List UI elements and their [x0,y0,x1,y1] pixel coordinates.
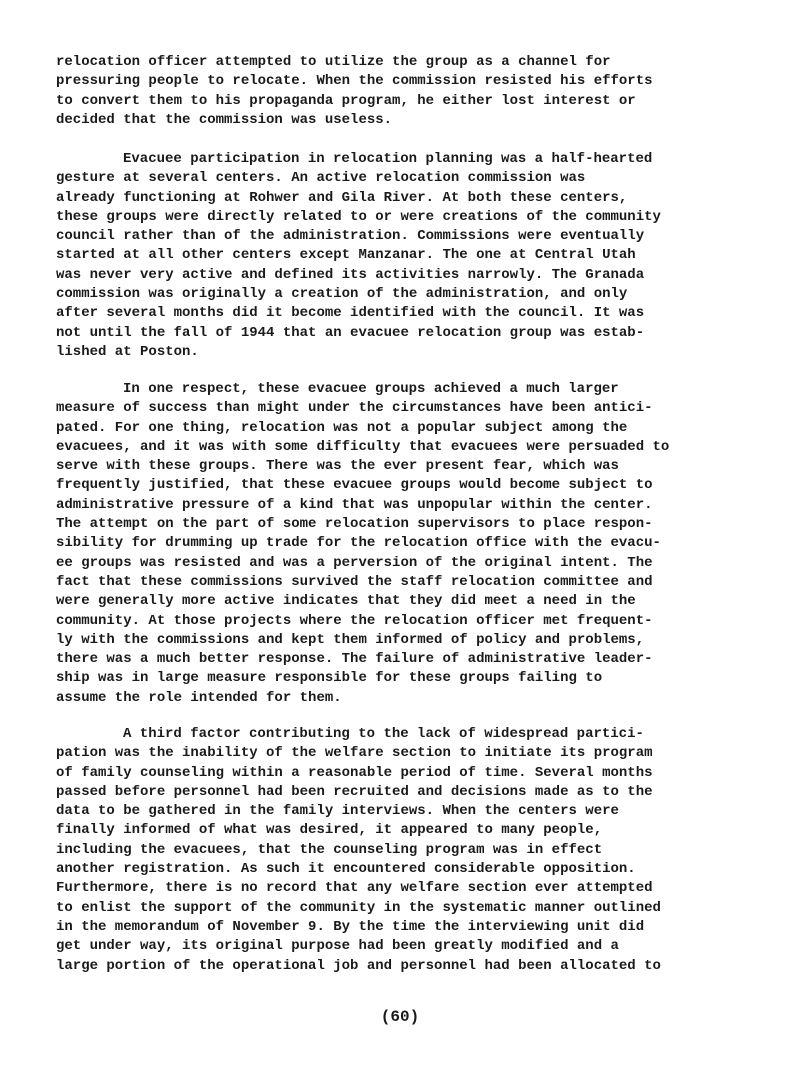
text-line: to enlist the support of the community in the systematic manner outlined [56,899,661,916]
text-line: not until the fall of 1944 that an evacuee relocation group was estab- [56,324,645,341]
text-line: including the evacuees, that the counseling program was in effect [56,841,603,858]
text-line: gesture at several centers. An active relocation commission was [56,170,586,187]
text-line: Evacuee participation in relocation planning was a half-hearted [123,151,653,167]
text-line: serve with these groups. There was the ever present fear, which was [56,458,619,475]
text-line: ly with the commissions and kept them informed of policy and problems, [56,631,645,648]
paragraph [56,150,748,362]
text-line: pation was the inability of the welfare section to initiate its program [56,745,653,762]
text-line: ship was in large measure responsible for these groups failing to [56,670,603,687]
page-number: (60) [380,1008,420,1026]
text-line: to convert them to his propaganda program, he either lost interest or [56,92,636,109]
text-line: fact that these commissions survived the staff relocation committee and [56,573,653,590]
text-line: The attempt on the part of some relocation supervisors to place respon- [56,516,653,533]
text-line: these groups were directly related to or were creations of the community [56,208,661,225]
text-line: decided that the commission was useless. [56,111,393,128]
text-line: commission was originally a creation of the administration, and only [56,286,628,303]
paragraph [56,53,748,130]
text-line: finally informed of what was desired, it appeared to many people, [56,822,603,839]
text-line: large portion of the operational job and personnel had been allocated to [56,957,661,974]
text-line: were generally more active indicates that they did meet a need in the [56,593,636,610]
text-line: council rather than of the administration. Commissions were eventually [56,228,645,245]
text-line: lished at Poston. [56,343,199,360]
text-line: already functioning at Rohwer and Gila River. At both these centers, [56,189,628,206]
text-line: passed before personnel had been recruited and decisions made as to the [56,783,653,800]
text-line: A third factor contributing to the lack of widespread partici- [123,726,644,742]
text-line: of family counseling within a reasonable period of time. Several months [56,764,653,781]
text-line: In one respect, these evacuee groups achieved a much larger [123,381,619,397]
paragraph [56,380,748,708]
text-line: there was a much better response. The failure of administrative leader- [56,651,653,668]
text-line: ee groups was resisted and was a perversion of the original intent. The [56,554,653,571]
text-line: measure of success than might under the circumstances have been antici- [56,400,653,417]
paragraph [56,725,748,976]
text-line: administrative pressure of a kind that was unpopular within the center. [56,496,653,513]
text-line: Furthermore, there is no record that any welfare section ever attempted [56,880,653,897]
text-line: after several months did it become identified with the council. It was [56,305,645,322]
text-line: was never very active and defined its activities narrowly. The Granada [56,266,645,283]
text-line: evacuees, and it was with some difficulty that evacuees were persuaded to [56,438,670,455]
text-line: relocation officer attempted to utilize the group as a channel for [56,54,611,70]
text-line: pated. For one thing, relocation was not a popular subject among the [56,419,628,436]
text-line: frequently justified, that these evacuee groups would become subject to [56,477,653,494]
text-line: assume the role intended for them. [56,689,342,706]
text-line: another registration. As such it encountered considerable opposition. [56,861,636,878]
text-line: started at all other centers except Manzanar. The one at Central Utah [56,247,636,264]
text-line: in the memorandum of November 9. By the time the interviewing unit did [56,918,645,935]
text-line: community. At those projects where the relocation officer met frequent- [56,612,653,629]
text-line: get under way, its original purpose had been greatly modified and a [56,938,619,955]
text-line: sibility for drumming up trade for the relocation office with the evacu- [56,535,661,552]
text-line: pressuring people to relocate. When the commission resisted his efforts [56,73,653,90]
text-line: data to be gathered in the family interviews. When the centers were [56,803,619,820]
